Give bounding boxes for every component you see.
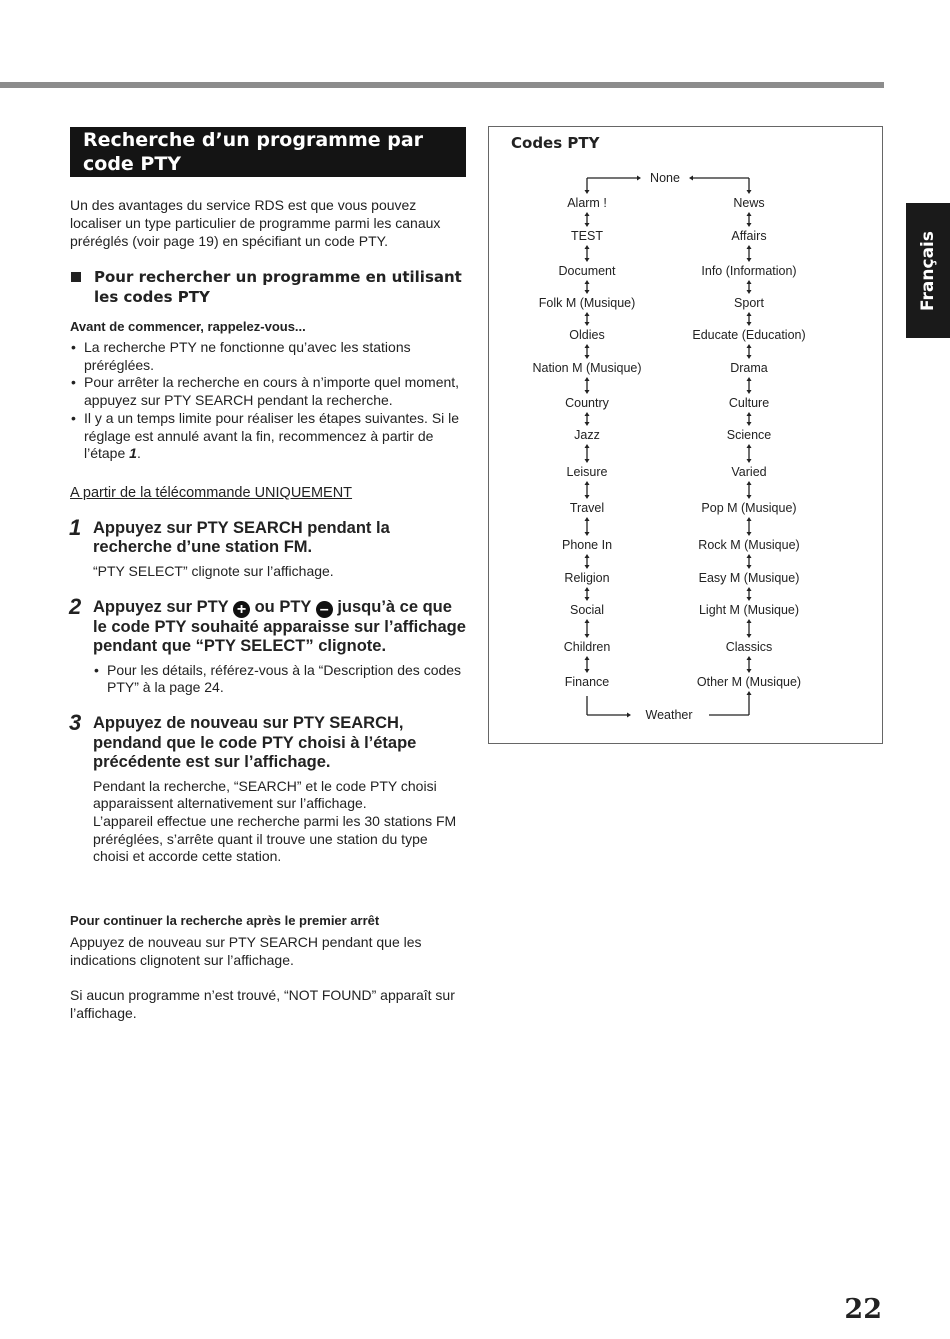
step-reference: 1 xyxy=(129,445,137,462)
top-rule xyxy=(0,82,884,88)
pty-code-label: Affairs xyxy=(731,229,767,243)
pty-code-label: Easy M (Musique) xyxy=(698,571,800,585)
arrow-head-icon xyxy=(585,587,590,591)
arrow-head-icon xyxy=(585,619,590,623)
arrow-head-icon xyxy=(747,619,752,623)
arrow-head-icon xyxy=(747,587,752,591)
list-item: • Pour les détails, référez-vous à la “Description des codes PTY” à la page 24. xyxy=(93,662,466,697)
arrow-head-icon xyxy=(747,412,752,416)
arrow-head-icon xyxy=(747,634,752,638)
arrow-head-icon xyxy=(747,245,752,249)
arrow-head-icon xyxy=(747,597,752,601)
arrow-head-icon xyxy=(747,190,752,194)
section-title: Recherche d’un programme par code PTY xyxy=(70,127,466,177)
arrow-head-icon xyxy=(747,212,752,216)
arrow-head-icon xyxy=(747,422,752,426)
arrow-head-icon xyxy=(747,459,752,463)
arrow-head-icon xyxy=(747,669,752,673)
pty-code-label: Oldies xyxy=(569,328,605,342)
arrow-head-icon xyxy=(585,322,590,326)
step-number: 3 xyxy=(69,710,82,736)
step-number: 1 xyxy=(69,514,82,540)
pty-code-label: Alarm ! xyxy=(567,196,607,210)
language-tab xyxy=(906,203,950,338)
arrow-head-icon xyxy=(585,390,590,394)
pty-codes-title: Codes PTY xyxy=(511,134,600,152)
step-1 xyxy=(69,514,466,581)
not-found-note: Si aucun programme n’est trouvé, “NOT FOUND” apparaît sur l’affichage. xyxy=(70,987,455,1022)
arrow-head-icon xyxy=(747,656,752,660)
arrow-head-icon xyxy=(747,322,752,326)
arrow-head-icon xyxy=(585,190,590,194)
arrow-head-icon xyxy=(747,481,752,485)
arrow-head-icon xyxy=(585,444,590,448)
arrow-head-icon xyxy=(585,565,590,569)
arrow-head-icon xyxy=(585,495,590,499)
pty-code-label: Classics xyxy=(725,640,773,654)
continue-heading: Pour continuer la recherche après le premier arrêt xyxy=(70,913,380,929)
step-title xyxy=(93,598,466,657)
list-item-end: . xyxy=(136,445,141,462)
step-title-part: ou PTY xyxy=(254,597,312,616)
arrow-head-icon xyxy=(689,176,693,181)
list-item: • La recherche PTY ne fonctionne qu’avec les stations préréglées. xyxy=(70,339,466,374)
main-column xyxy=(70,127,466,1023)
arrow-head-icon xyxy=(747,565,752,569)
subheading xyxy=(70,267,466,307)
pty-code-label: Varied xyxy=(731,465,767,479)
pty-code-label: TEST xyxy=(571,229,603,243)
list-item xyxy=(70,410,466,463)
minus-icon: – xyxy=(316,601,333,618)
pty-code-label: Religion xyxy=(564,571,610,585)
arrow-head-icon xyxy=(747,532,752,536)
step-2 xyxy=(69,593,466,697)
arrow-head-icon xyxy=(585,412,590,416)
pty-code-label: Children xyxy=(563,640,611,654)
pty-code-label: Folk M (Musique) xyxy=(538,296,636,310)
arrow-head-icon xyxy=(585,312,590,316)
step-3 xyxy=(69,710,466,866)
arrow-head-icon xyxy=(747,444,752,448)
step-title: Appuyez sur PTY SEARCH pendant la recherche d’une station FM. xyxy=(93,518,390,557)
pty-code-label: Social xyxy=(569,603,605,617)
before-list xyxy=(70,339,466,463)
arrow-head-icon xyxy=(747,290,752,294)
pty-code-label: Science xyxy=(726,428,772,442)
arrow-head-icon xyxy=(585,532,590,536)
pty-code-label: Travel xyxy=(569,501,605,515)
arrow-head-icon xyxy=(747,223,752,227)
arrow-head-icon xyxy=(585,258,590,262)
step-title-part: jusqu’à ce que le code PTY souhaité apparaisse sur l’affichage pendant que “PTY SELECT” clignote. xyxy=(93,597,466,656)
step-body: L’appareil effectue une recherche parmi les 30 stations FM préréglées, s’arrête quant il trouve une station du type choisi et accorde cette station. xyxy=(93,812,457,865)
square-bullet-icon xyxy=(71,272,81,282)
language-tab-label: Français xyxy=(918,230,939,311)
pty-code-label: Jazz xyxy=(574,428,600,442)
pty-code-label: News xyxy=(733,196,765,210)
pty-code-label: Nation M (Musique) xyxy=(532,361,642,375)
pty-code-label: Country xyxy=(565,396,609,410)
arrow-head-icon xyxy=(585,459,590,463)
page-number: 22 xyxy=(844,1294,882,1325)
arrow-head-icon xyxy=(585,344,590,348)
arrow-head-icon xyxy=(585,422,590,426)
pty-code-label: Rock M (Musique) xyxy=(698,538,800,552)
arrow-head-icon xyxy=(637,176,641,181)
intro-paragraph: Un des avantages du service RDS est que vous pouvez localiser un type particulier de programme parmi les canaux préréglés (voir page 19) en spécifiant un code PTY. xyxy=(70,197,441,249)
arrow-head-icon xyxy=(747,554,752,558)
arrow-head-icon xyxy=(585,223,590,227)
pty-code-label: Info (Information) xyxy=(701,264,797,278)
arrow-head-icon xyxy=(585,634,590,638)
arrow-head-icon xyxy=(585,517,590,521)
pty-code-label: Sport xyxy=(734,296,764,310)
step-body: “PTY SELECT” clignote sur l’affichage. xyxy=(93,562,334,579)
pty-code-label: Other M (Musique) xyxy=(696,675,802,689)
pty-codes-box xyxy=(488,126,883,744)
arrow-head-icon xyxy=(585,355,590,359)
plus-icon: + xyxy=(233,601,250,618)
arrow-head-icon xyxy=(747,355,752,359)
arrow-head-icon xyxy=(585,656,590,660)
pty-code-label: Educate (Education) xyxy=(692,328,806,342)
arrow-head-icon xyxy=(585,280,590,284)
pty-code-label: Light M (Musique) xyxy=(698,603,800,617)
before-heading: Avant de commencer, rappelez-vous... xyxy=(70,319,306,334)
pty-cycle-diagram xyxy=(489,127,882,743)
arrow-head-icon xyxy=(747,344,752,348)
step-number: 2 xyxy=(69,593,82,619)
pty-code-label: Leisure xyxy=(566,465,608,479)
pty-code-label: Weather xyxy=(645,708,693,722)
arrow-head-icon xyxy=(747,390,752,394)
remote-only-label: A partir de la télécommande UNIQUEMENT xyxy=(70,484,353,501)
list-item: • Pour arrêter la recherche en cours à n’importe quel moment, appuyez sur PTY SEARCH pendant la recherche. xyxy=(70,374,466,409)
step-bullets xyxy=(93,662,466,697)
arrow-head-icon xyxy=(747,691,752,695)
arrow-head-icon xyxy=(747,377,752,381)
arrow-head-icon xyxy=(627,713,631,718)
continue-body: Appuyez de nouveau sur PTY SEARCH pendant que les indications clignotent sur l’affichage. xyxy=(70,934,422,968)
arrow-head-icon xyxy=(747,280,752,284)
arrow-head-icon xyxy=(585,669,590,673)
step-title: Appuyez de nouveau sur PTY SEARCH, pendand que le code PTY choisi à l’étape précédente est sur l’affichage. xyxy=(93,714,417,772)
subheading-text: Pour rechercher un programme en utilisant les codes PTY xyxy=(94,268,462,306)
pty-code-label: Finance xyxy=(564,675,610,689)
arrow-head-icon xyxy=(585,245,590,249)
arrow-head-icon xyxy=(585,481,590,485)
pty-code-label: Pop M (Musique) xyxy=(701,501,797,515)
arrow-head-icon xyxy=(747,258,752,262)
step-title-part: Appuyez sur PTY xyxy=(93,597,229,616)
arrow-head-icon xyxy=(747,495,752,499)
arrow-head-icon xyxy=(585,597,590,601)
pty-code-label: Document xyxy=(558,264,616,278)
arrow-head-icon xyxy=(747,312,752,316)
pty-code-label: Phone In xyxy=(561,538,613,552)
arrow-head-icon xyxy=(585,554,590,558)
arrow-head-icon xyxy=(585,290,590,294)
list-item-text: Il y a un temps limite pour réaliser les étapes suivantes. Si le réglage est annulé avant la fin, recommencez à partir de l’étape xyxy=(84,409,460,462)
pty-code-label: None xyxy=(650,171,680,185)
step-body: Pendant la recherche, “SEARCH” et le code PTY choisi apparaissent alternativement sur l’affichage. xyxy=(93,777,437,812)
arrow-head-icon xyxy=(585,377,590,381)
arrow-head-icon xyxy=(585,212,590,216)
pty-code-label: Culture xyxy=(728,396,770,410)
arrow-head-icon xyxy=(747,517,752,521)
pty-code-label: Drama xyxy=(730,361,768,375)
